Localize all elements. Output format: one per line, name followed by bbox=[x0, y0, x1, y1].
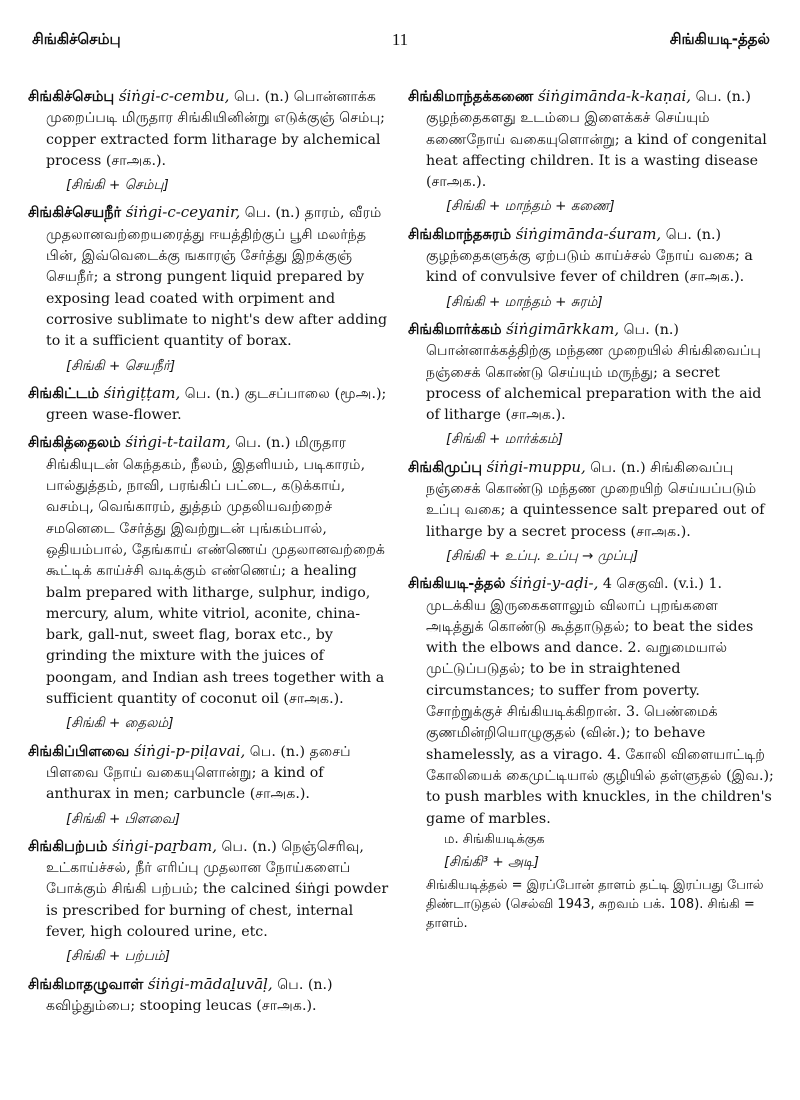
malayalam-cognate: ம. சிங்கியடிக்குக bbox=[444, 831, 545, 847]
dictionary-entry bbox=[28, 974, 390, 1018]
definition: பெ. (n.) நெஞ்செரிவு, உட்காய்ச்சல், நீர் எரிப்பு முதலான நோய்களைப் போக்கும் சிங்கி பற்பம்; the calcined śiṅgi powder is prescribed for burning of chest, internal fever, high coloured urine, etc. bbox=[46, 838, 389, 940]
etymology: [சிங்கி³ + அடி] bbox=[444, 853, 540, 870]
page-number: 11 bbox=[391, 30, 409, 49]
definition: பெ. (n.) குடசப்பாலை (மூஅ.); green wase-flower. bbox=[46, 385, 387, 424]
headword: சிங்கித்தைலம் bbox=[28, 434, 121, 452]
transliteration: śiṅgi-paṟbam, bbox=[112, 836, 217, 855]
etymology: [சிங்கி + மார்க்கம்] bbox=[446, 431, 563, 448]
running-head-right: சிங்கியடி-த்தல் bbox=[669, 30, 770, 48]
transliteration: śiṅgimānda-śuram, bbox=[515, 224, 662, 243]
dictionary-entry bbox=[28, 836, 390, 968]
headword: சிங்கிமாதழுவாள் bbox=[28, 975, 144, 993]
definition: பெ. (n.) மிருதார சிங்கியுடன் கெந்தகம், நீலம், இதளியம், படிகாரம், பால்துத்தம், நாவி, பரங்கிப் பட்டை, கடுக்காய், வசம்பு, வெங்காரம், துத்தம் முதலியவற்றைச் சமனெடை சேர்த்து இவற்றுடன் புங்கம்பால், ஒதியம்பால், தேங்காய் எண்ணெய் முதலானவற்றைக் கூட்டிக் காய்ச்சி வடிக்கும் எண்ணெய்; a healing balm prepared with litharge, sulphur, indigo, mercury, alum, white vitriol, aconite, china-bark, gall-nut, sweet flag, borax etc., by grinding the mixture with the juices of poongam, and Indian ash trees together with a sufficient quantity of coconut oil (சாஅக.). bbox=[46, 435, 385, 708]
definition: பெ. (n.) தாரம், வீரம் முதலானவற்றையரைத்து ஈயத்திற்குப் பூசி மலர்ந்த பின், இவ்வெடைக்கு ஙகாரஞ் சேர்த்து இறக்குஞ் செயநீர்; a strong pungent liquid prepared by exposing lead coated with orpiment and corrosive sublimate to night's dew after adding to it a sufficient quantity of borax. bbox=[46, 205, 388, 350]
transliteration: śiṅgi-t-tailam, bbox=[125, 433, 231, 452]
etymology: [சிங்கி + பற்பம்] bbox=[66, 948, 171, 965]
headword: சிங்கிச்செம்பு bbox=[28, 88, 115, 105]
etymology: [சிங்கி + தைலம்] bbox=[66, 715, 174, 732]
dictionary-entry bbox=[28, 432, 390, 734]
etymology: [சிங்கி + மாந்தம் + சுரம்] bbox=[446, 293, 603, 310]
headword: சிங்கிமுப்பு bbox=[408, 458, 483, 476]
definition: பெ. (n.) சிங்கிவைப்பு நஞ்சைக் கொண்டு மந்தண முறையிற் செய்யப்படும் உப்பு வகை; a quintessence salt prepared out of litharge by a secret process (சாஅக.). bbox=[426, 459, 765, 540]
transliteration: śiṅgimānda-k-kaṇai, bbox=[537, 87, 692, 105]
transliteration: śiṅgimārkkam, bbox=[506, 319, 620, 338]
definition: பெ. (n.) பொன்னாக்கத்திற்கு மந்தண முறையில் சிங்கிவைப்பு நஞ்சைக் கொண்டு செய்யும் மருந்து; a secret process of alchemical preparation with the aid of litharge (சாஅக.). bbox=[426, 321, 762, 424]
definition: 4 செகுவி. (v.i.) 1. முடக்கிய இருகைகளாலும் விலாப் புறங்களை அடித்துக் கொண்டு கூத்தாடுதல்; to beat the sides with the elbows and dance. 2. வறுமையால் முட்டுப்படுதல்; to be in straightened circumstances; to suffer from poverty. சோற்றுக்குச் சிங்கியடிக்கிறான். 3. பெண்மைக் குணமின்றியொழுகுதல் (வின்.); to behave shamelessly, as a virago. 4. கோலி விளையாட்டிற் கோலியைக் கைமுட்டியால் குழியில் தள்ளுதல் (இவ.); to push marbles with knuckles, in the children's game of marbles. bbox=[426, 576, 774, 827]
headword: சிங்கிமார்க்கம் bbox=[408, 320, 502, 338]
entry-extras bbox=[426, 830, 774, 933]
dictionary-entry bbox=[28, 86, 390, 196]
definition: பெ. (n.) குழந்தைகளது உடம்பை இளைக்கச் செய்யும் கணைநோய் வகையுளொன்று; a kind of congenital heat affecting children. It is a wasting disease (சாஅக.). bbox=[426, 89, 767, 191]
headword: சிங்கிப்பிளவை bbox=[28, 742, 130, 760]
right-column bbox=[408, 86, 774, 939]
transliteration: śiṅgi-mādaḻuvāḷ, bbox=[147, 974, 273, 993]
headword: சிங்கிச்செயநீர் bbox=[28, 204, 122, 222]
transliteration: śiṅgiṭṭam, bbox=[103, 383, 181, 402]
etymology: [சிங்கி + செயநீர்] bbox=[66, 357, 176, 374]
etymology: [சிங்கி + பிளவை] bbox=[66, 810, 181, 827]
definition: பெ. (n.) கவிழ்தும்பை; stooping leucas (சாஅக.). bbox=[46, 976, 333, 1014]
transliteration: śiṅgi-c-ceyanir, bbox=[125, 203, 241, 222]
headword: சிங்கிமாந்தக்கணை bbox=[408, 88, 534, 105]
left-column bbox=[28, 86, 390, 1023]
transliteration: śiṅgi-y-aḍi-, bbox=[510, 574, 599, 593]
transliteration: śiṅgi-muppu, bbox=[486, 457, 586, 476]
headword: சிங்கிட்டம் bbox=[28, 384, 100, 402]
dictionary-entry bbox=[408, 319, 774, 451]
running-head-left: சிங்கிச்செம்பு bbox=[32, 30, 121, 48]
definition: பெ. (n.) பொன்னாக்க முறைப்படி மிருதார சிங்கியினின்று எடுக்குஞ் செம்பு; copper extracted form litharage by alchemical process (சாஅக.). bbox=[46, 89, 385, 169]
definition: பெ. (n.) தசைப் பிளவை நோய் வகையுளொன்று; a kind of anthurax in men; carbuncle (சாஅக.). bbox=[46, 743, 351, 803]
definition: பெ. (n.) குழந்தைகளுக்கு ஏற்படும் காய்ச்சல் நோய் வகை; a kind of convulsive fever of children (சாஅக.). bbox=[426, 226, 753, 286]
transliteration: śiṅgi-c-cembu, bbox=[118, 87, 230, 105]
etymology: [சிங்கி + மாந்தம் + கணை] bbox=[446, 198, 615, 215]
etymology: [சிங்கி + செம்பு] bbox=[66, 177, 169, 194]
dictionary-entry bbox=[28, 202, 390, 376]
dictionary-entry bbox=[408, 224, 774, 313]
transliteration: śiṅgi-p-piḷavai, bbox=[133, 741, 246, 760]
dictionary-entry bbox=[28, 383, 390, 427]
dictionary-entry bbox=[408, 86, 774, 218]
usage-note: சிங்கியடித்தல் = இரப்போன் தாளம் தட்டி இரப்பது போல் திண்டாடுதல் (செல்வி 1943, சுறவம் பக். 108). சிங்கி = தாளம். bbox=[426, 877, 764, 931]
dictionary-entry bbox=[408, 573, 774, 933]
headword: சிங்கிபற்பம் bbox=[28, 837, 108, 855]
headword: சிங்கிமாந்தசுரம் bbox=[408, 225, 512, 243]
headword: சிங்கியடி-த்தல் bbox=[408, 575, 506, 593]
dictionary-entry bbox=[28, 741, 390, 830]
dictionary-entry bbox=[408, 457, 774, 567]
etymology: [சிங்கி + உப்பு. உப்பு → முப்பு] bbox=[446, 547, 639, 564]
